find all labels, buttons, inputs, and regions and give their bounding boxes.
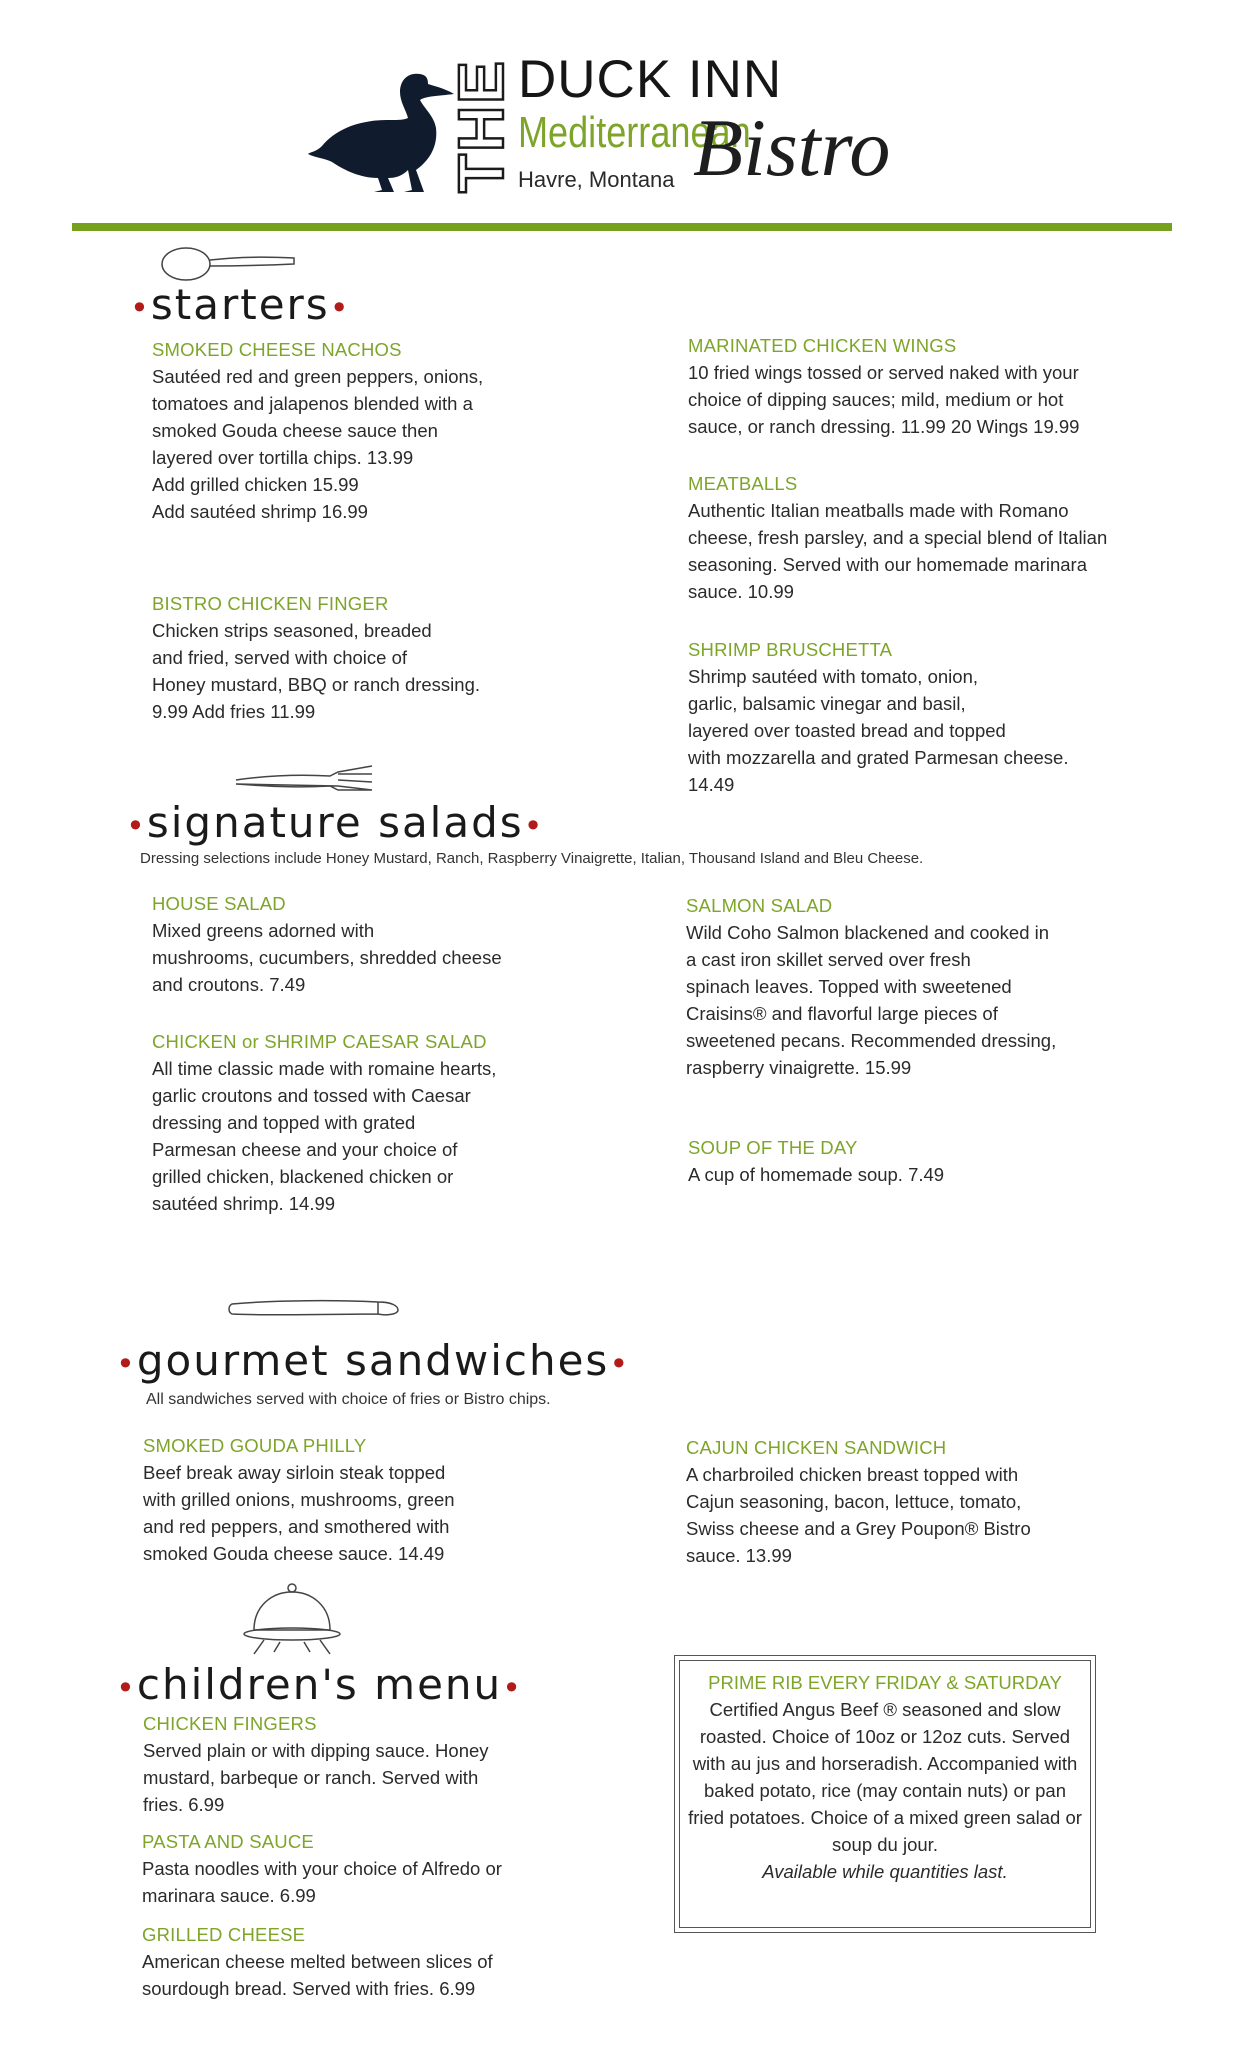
item-name: CHICKEN or SHRIMP CAESAR SALAD <box>152 1031 487 1052</box>
menu-item <box>152 890 632 998</box>
bullet-dot-icon: • <box>126 807 147 845</box>
sandwich-note: All sandwiches served with choice of fries or Bistro chips. <box>146 1391 551 1408</box>
section-title-salads: •signature salads• <box>126 798 545 847</box>
item-description: Shrimp sautéed with tomato, onion, garlic, balsamic vinegar and basil, layered over toasted bread and topped with mozzarella and grated Parmesan cheese. 14.49 <box>688 666 1069 795</box>
item-name: MARINATED CHICKEN WINGS <box>688 335 957 356</box>
dressing-note: Dressing selections include Honey Mustard, Ranch, Raspberry Vinaigrette, Italian, Thousand Island and Bleu Cheese. <box>140 850 924 867</box>
item-description: A charbroiled chicken breast topped with Cajun seasoning, bacon, lettuce, tomato, Swiss cheese and a Grey Poupon® Bistro sauce. 13.99 <box>686 1464 1031 1566</box>
bullet-dot-icon: • <box>523 807 545 845</box>
restaurant-name: DUCK INN <box>518 50 783 109</box>
item-name: GRILLED CHEESE <box>142 1924 306 1945</box>
section-title-children: •children's menu• <box>116 1660 524 1709</box>
section-title-starters: •starters• <box>130 280 351 329</box>
restaurant-script: Bistro <box>693 102 891 193</box>
cloche-icon <box>240 1582 344 1660</box>
item-name: SOUP OF THE DAY <box>688 1137 858 1158</box>
menu-item <box>143 1432 623 1567</box>
menu-item <box>686 1434 1186 1569</box>
duck-icon <box>308 66 463 192</box>
menu-item <box>142 1828 622 1909</box>
bullet-dot-icon: • <box>116 1345 137 1383</box>
menu-item <box>686 892 1186 1081</box>
section-title-sandwiches: •gourmet sandwiches• <box>116 1336 631 1385</box>
menu-item <box>688 332 1188 440</box>
menu-item <box>688 1134 1188 1188</box>
item-description: Wild Coho Salmon blackened and cooked in a cast iron skillet served over fresh spinach leaves. Topped with sweetened Craisins® and flavorful large pieces of sweetened pecans. Recommended dressing, raspberry vinaigrette. 15.99 <box>686 922 1057 1078</box>
menu-item <box>143 1710 623 1818</box>
item-description: Pasta noodles with your choice of Alfredo or marinara sauce. 6.99 <box>142 1858 502 1906</box>
item-description: Beef break away sirloin steak topped with grilled onions, mushrooms, green and red peppers, and smothered with smoked Gouda cheese sauce. 14.49 <box>143 1462 455 1564</box>
menu-item <box>688 636 1188 798</box>
bullet-dot-icon: • <box>609 1345 631 1383</box>
item-description: Mixed greens adorned with mushrooms, cucumbers, shredded cheese and croutons. 7.49 <box>152 920 502 995</box>
restaurant-subtitle: Mediterranean <box>518 108 751 157</box>
prime-rib-title: PRIME RIB EVERY FRIDAY & SATURDAY <box>708 1672 1062 1693</box>
item-name: MEATBALLS <box>688 473 798 494</box>
item-name: BISTRO CHICKEN FINGER <box>152 593 389 614</box>
logo-the: THE <box>445 59 517 193</box>
item-description: American cheese melted between slices of sourdough bread. Served with fries. 6.99 <box>142 1951 493 1999</box>
menu-item <box>152 1028 632 1217</box>
prime-rib-box <box>674 1655 1096 1933</box>
restaurant-location: Havre, Montana <box>518 167 675 192</box>
item-description: 10 fried wings tossed or served naked with your choice of dipping sauces; mild, medium or hot sauce, or ranch dressing. 11.99 20 Wings 19.99 <box>688 362 1080 437</box>
bullet-dot-icon: • <box>329 289 351 327</box>
menu-item <box>152 590 632 725</box>
prime-rib-inner <box>679 1660 1091 1928</box>
item-name: PASTA AND SAUCE <box>142 1831 314 1852</box>
bullet-dot-icon: • <box>116 1669 137 1707</box>
item-name: CHICKEN FINGERS <box>143 1713 317 1734</box>
bullet-dot-icon: • <box>130 289 151 327</box>
knife-icon <box>228 1294 400 1324</box>
item-name: SMOKED GOUDA PHILLY <box>143 1435 367 1456</box>
bullet-dot-icon: • <box>502 1669 524 1707</box>
menu-item <box>688 470 1188 605</box>
prime-rib-availability: Available while quantities last. <box>762 1861 1008 1882</box>
item-name: CAJUN CHICKEN SANDWICH <box>686 1437 947 1458</box>
menu-item <box>142 1921 622 2002</box>
item-description: Served plain or with dipping sauce. Honey mustard, barbeque or ranch. Served with fries. 6.99 <box>143 1740 489 1815</box>
fork-icon <box>234 762 374 800</box>
item-name: HOUSE SALAD <box>152 893 286 914</box>
menu-item <box>152 336 632 525</box>
item-description: Chicken strips seasoned, breaded and fried, served with choice of Honey mustard, BBQ or ranch dressing. 9.99 Add fries 11.99 <box>152 620 481 722</box>
item-description: A cup of homemade soup. 7.49 <box>688 1164 945 1185</box>
spoon-icon <box>160 244 296 284</box>
item-description: All time classic made with romaine hearts, garlic croutons and tossed with Caesar dressing and topped with grated Parmesan cheese and your choice of grilled chicken, blackened chicken or sautéed shrimp. 14.99 <box>152 1058 497 1214</box>
item-description: Authentic Italian meatballs made with Romano cheese, fresh parsley, and a special blend of Italian seasoning. Served with our homemade marinara sauce. 10.99 <box>688 500 1108 602</box>
item-description: Sautéed red and green peppers, onions, tomatoes and jalapenos blended with a smoked Gouda cheese sauce then layered over tortilla chips. 13.99 Add grilled chicken 15.99 Add sautéed shrimp 16.99 <box>152 366 484 522</box>
item-name: SMOKED CHEESE NACHOS <box>152 339 402 360</box>
item-name: SHRIMP BRUSCHETTA <box>688 639 893 660</box>
prime-rib-description: Certified Angus Beef ® seasoned and slow roasted. Choice of 10oz or 12oz cuts. Served with au jus and horseradish. Accompanied with baked potato, rice (may contain nuts) or pan fried potatoes. Choice of a mixed green salad or soup du jour. <box>688 1699 1082 1855</box>
item-name: SALMON SALAD <box>686 895 833 916</box>
header-divider <box>72 223 1172 231</box>
